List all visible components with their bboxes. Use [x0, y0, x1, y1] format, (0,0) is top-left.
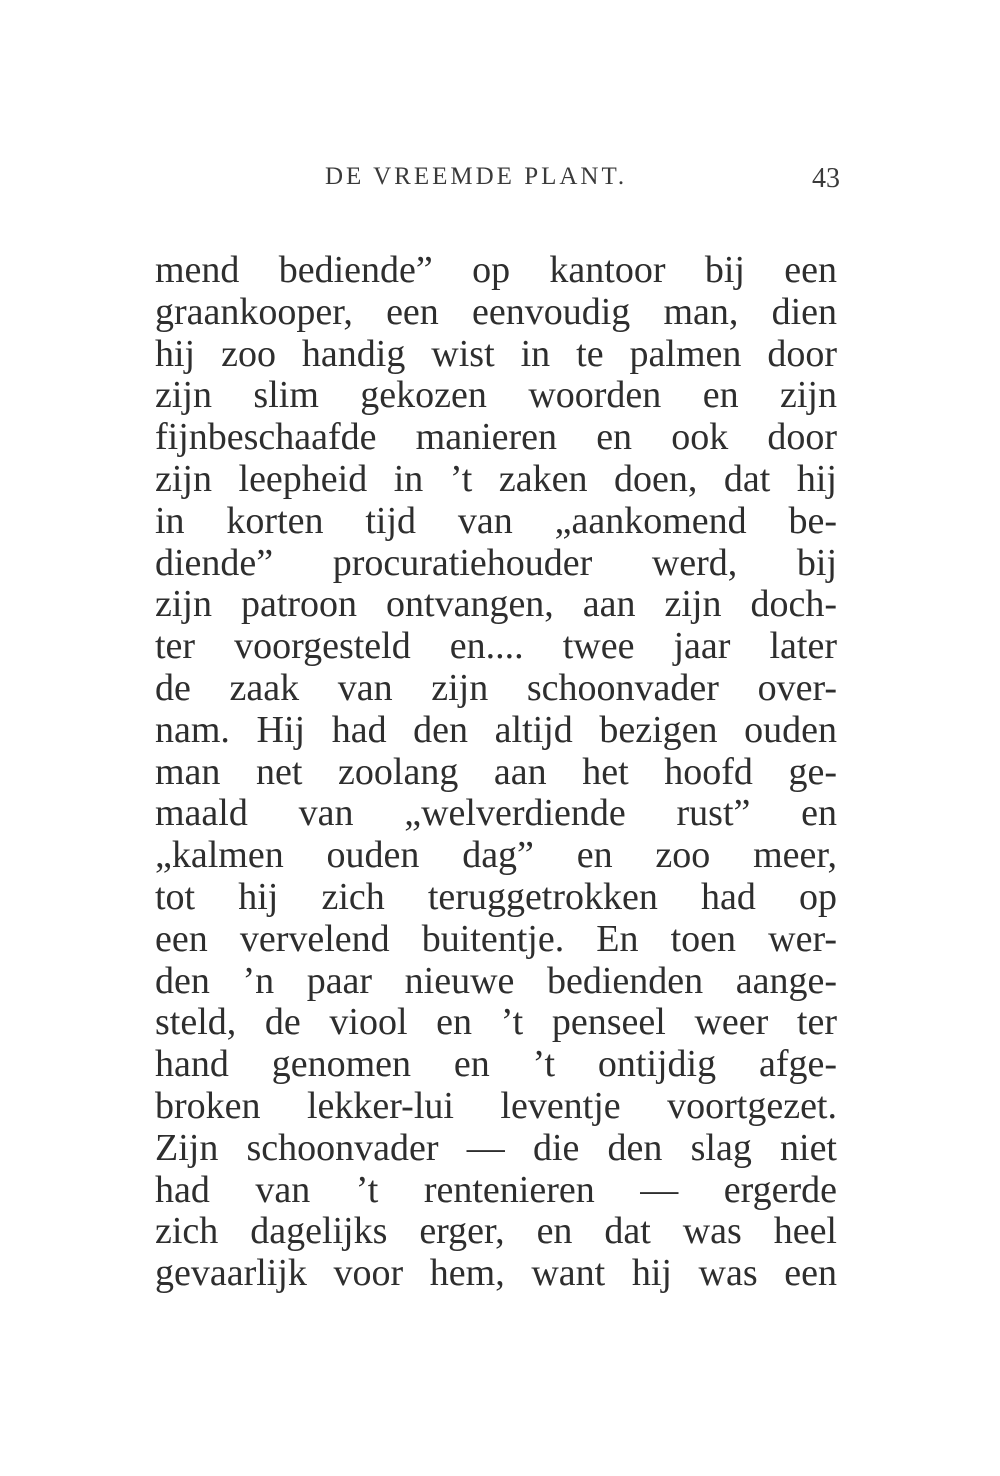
page-number: 43	[812, 163, 840, 194]
text-line: maald van „welverdiende rust” en	[155, 792, 837, 835]
text-line: „kalmen ouden dag” en zoo meer,	[155, 834, 837, 877]
running-head	[155, 163, 840, 203]
text-line: fijnbeschaafde manieren en ook door	[155, 416, 837, 459]
text-line: man net zoolang aan het hoofd ge-	[155, 750, 837, 793]
text-line: nam. Hij had den altijd bezigen ouden	[155, 708, 837, 751]
text-line: tot hij zich teruggetrokken had op	[155, 875, 837, 918]
text-line: zijn patroon ontvangen, aan zijn doch-	[155, 583, 837, 626]
text-line: zich dagelijks erger, en dat was heel	[155, 1210, 837, 1253]
text-line: mend bediende” op kantoor bij een	[155, 249, 837, 291]
running-title: DE VREEMDE PLANT.	[325, 163, 628, 190]
text-line: hand genomen en ’t ontijdig afge-	[155, 1043, 837, 1086]
text-line: zijn slim gekozen woorden en zijn	[155, 374, 837, 417]
text-line: in korten tijd van „aankomend be-	[155, 499, 837, 542]
text-line: een vervelend buitentje. En toen wer-	[155, 917, 837, 960]
text-line: de zaak van zijn schoonvader over-	[155, 666, 837, 709]
text-line: ter voorgesteld en.... twee jaar later	[155, 625, 837, 668]
text-line: hij zoo handig wist in te palmen door	[155, 332, 837, 375]
text-line: diende” procuratiehouder werd, bij	[155, 541, 837, 584]
text-line: zijn leepheid in ’t zaken doen, dat hij	[155, 457, 837, 500]
text-line: had van ’t rentenieren — ergerde	[155, 1168, 837, 1211]
text-line: gevaarlijk voor hem, want hij was een	[155, 1252, 837, 1295]
body-text	[155, 250, 837, 1295]
text-line: graankooper, een eenvoudig man, dien	[155, 290, 837, 333]
text-line: steld, de viool en ’t penseel weer ter	[155, 1001, 837, 1044]
text-line: Zijn schoonvader — die den slag niet	[155, 1126, 837, 1169]
text-line: den ’n paar nieuwe bedienden aange-	[155, 959, 837, 1002]
text-line: broken lekker-lui leventje voortgezet.	[155, 1084, 837, 1127]
